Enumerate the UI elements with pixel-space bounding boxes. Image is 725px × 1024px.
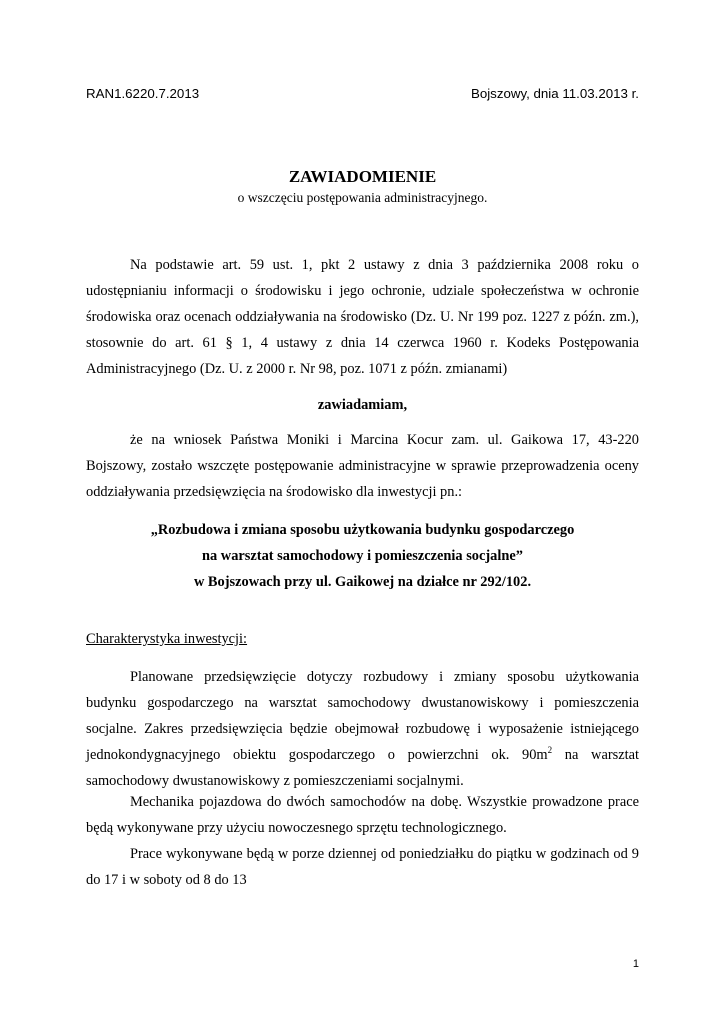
reference-number: RAN1.6220.7.2013: [86, 86, 200, 101]
project-title-line-3: w Bojszowach przy ul. Gaikowej na działce nr 292/102.: [193, 574, 532, 590]
description-text-a: Planowane przedsięwzięcie dotyczy rozbudowy i zmiany sposobu użytkowania budynku gospodarczego na warsztat samochodowy dwustanowiskowy i pomieszczenia socjalne. Zakres przedsięwzięcia będzie obejmował rozbudowę i wyposażenie istniejącego jednokondygnacyjnego obiektu gospodarczego o powierzchni ok. 90m: [86, 669, 639, 763]
page-number: 1: [632, 958, 639, 970]
notice-word: zawiadamiam,: [317, 397, 408, 413]
document-title: ZAWIADOMIENIE: [288, 167, 437, 186]
legal-basis-paragraph: Na podstawie art. 59 ust. 1, pkt 2 ustawy z dnia 3 października 2008 roku o udostępnianiu informacji o środowisku i jego ochronie, udziale społeczeństwa w ochronie środowiska oraz ocenach oddziaływania na środowisko (Dz. U. Nr 199 poz. 1227 z późn. zm.), stosownie do art. 61 § 1, 4 ustawy z dnia 14 czerwca 1960 r. Kodeks Postępowania Administracyjnego (Dz. U. z 2000 r. Nr 98, poz. 1071 z późn. zmianami): [86, 257, 639, 377]
mechanics-paragraph: Mechanika pojazdowa do dwóch samochodów na dobę. Wszystkie prowadzone prace będą wykonywane przy użyciu nowoczesnego sprzętu technologicznego.: [86, 794, 639, 836]
request-paragraph: że na wniosek Państwa Moniki i Marcina Kocur zam. ul. Gaikowa 17, 43-220 Bojszowy, zostało wszczęte postępowanie administracyjne w sprawie przeprowadzenia oceny oddziaływania przedsięwzięcia na środowisko dla inwestycji pn.:: [86, 432, 639, 500]
place-and-date: Bojszowy, dnia 11.03.2013 r.: [470, 86, 639, 101]
section-heading: Charakterystyka inwestycji:: [86, 631, 248, 647]
description-paragraph: [86, 664, 639, 794]
hours-paragraph: Prace wykonywane będą w porze dziennej od poniedziałku do piątku w godzinach od 9 do 17 i w soboty od 8 do 13: [86, 846, 639, 888]
area-superscript: 2: [547, 745, 553, 756]
project-title-line-1: „Rozbudowa i zmiana sposobu użytkowania budynku gospodarczego: [150, 522, 575, 538]
description-text-b: na warsztat samochodowy dwustanowiskowy z pomieszczeniami socjalnymi.: [86, 747, 639, 789]
project-title-line-2: na warsztat samochodowy i pomieszczenia socjalne”: [202, 548, 523, 564]
document-subtitle: o wszczęciu postępowania administracyjnego.: [237, 190, 488, 205]
